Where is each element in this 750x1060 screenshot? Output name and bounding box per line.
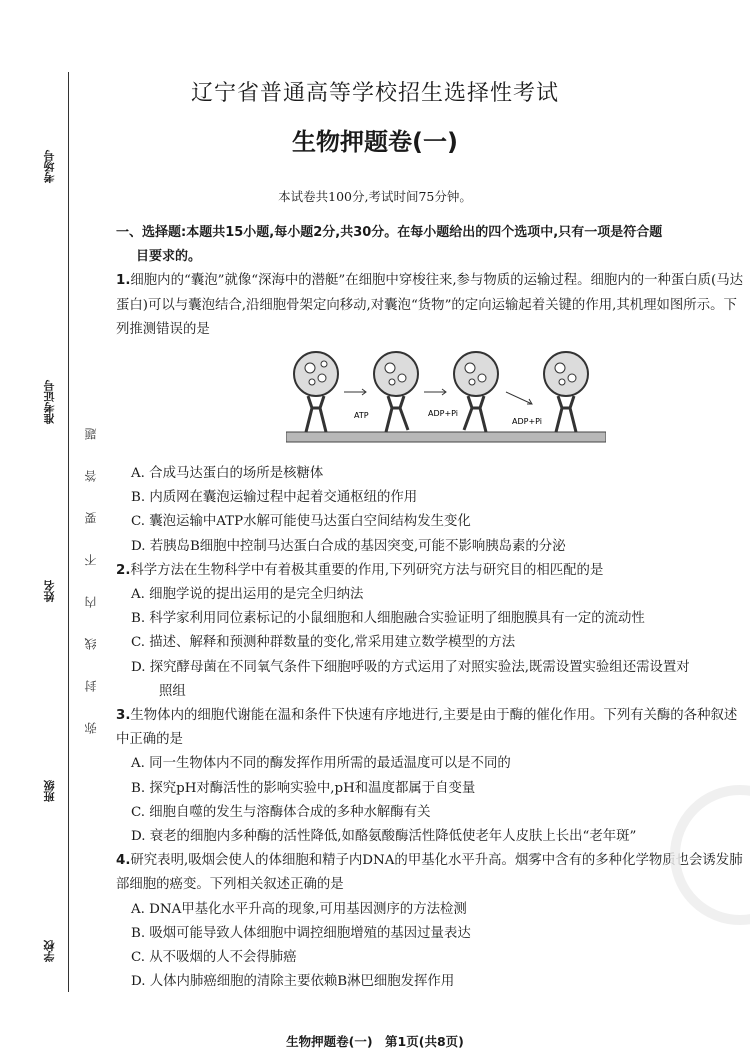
name-field: 姓名: [43, 580, 56, 602]
option-d: D. 探究酵母菌在不同氧气条件下细胞呼吸的方式运用了对照实验法,既需设置实验组还需设置对 照组: [131, 659, 690, 699]
ticket-number-field: 准考证号: [43, 380, 56, 424]
option-b: B. 科学家利用同位素标记的小鼠细胞和人细胞融合实验证明了细胞膜具有一定的流动性: [131, 611, 645, 627]
option-a: A. 合成马达蛋白的场所是核糖体: [131, 466, 324, 482]
option-b: B. 探究pH对酶活性的影响实验中,pH和温度都属于自变量: [131, 780, 476, 796]
question-number: 3.: [116, 708, 131, 724]
option-d: D. 人体内肺癌细胞的清除主要依赖B淋巴细胞发挥作用: [131, 974, 455, 990]
question-1: [116, 269, 750, 558]
question-2: [116, 559, 750, 704]
vesicle-transport-diagram: [286, 344, 606, 460]
option-a: A. 细胞学说的提出运用的是完全归纳法: [131, 587, 364, 603]
question-stem: 研究表明,吸烟会使人的体细胞和精子内DNA的甲基化水平升高。烟雾中含有的多种化学物质也会诱发肺部细胞的癌变。下列相关叙述正确的是: [116, 853, 743, 893]
question-4: [116, 849, 750, 994]
option-c: C. 从不吸烟的人不会得肺癌: [131, 950, 297, 966]
class-field: 班级: [43, 780, 56, 802]
option-c: C. 囊泡运输中ATP水解可能使马达蛋白空间结构发生变化: [131, 514, 471, 530]
option-a: A. 同一生物体内不同的酶发挥作用所需的最适温度可以是不同的: [131, 756, 511, 772]
option-a: A. DNA甲基化水平升高的现象,可用基因测序的方法检测: [131, 901, 467, 917]
seal-notice: 弥封线内不要答题: [84, 398, 98, 734]
question-stem: 细胞内的“囊泡”就像“深海中的潜艇”在细胞中穿梭往来,参与物质的运输过程。细胞内的一种蛋白质(马达蛋白)可以与囊泡结合,沿细胞骨架定向移动,对囊泡“货物”的定向运输起着关键的作用,其机理如图所示。下列推测错误的是: [116, 273, 744, 337]
option-c: C. 描述、解释和预测种群数量的变化,常采用建立数学模型的方法: [131, 635, 516, 651]
exam-title: 辽宁省普通高等学校招生选择性考试: [190, 81, 559, 106]
exam-note: 本试卷共100分,考试时间75分钟。: [278, 189, 472, 204]
adp-label-1: ADP+Pi: [428, 409, 459, 419]
option-b: B. 内质网在囊泡运输过程中起着交通枢纽的作用: [131, 490, 418, 506]
paper-title: 生物押题卷(一): [292, 128, 458, 156]
option-d: D. 若胰岛B细胞中控制马达蛋白合成的基因突变,可能不影响胰岛素的分泌: [131, 538, 566, 554]
question-number: 2.: [116, 562, 131, 578]
page-footer: 生物押题卷(一) 第1页(共8页): [286, 1034, 464, 1049]
atp-label: ATP: [354, 411, 369, 421]
question-stem: 科学方法在生物科学中有着极其重要的作用,下列研究方法与研究目的相匹配的是: [130, 562, 604, 578]
exam-room-field: 考场号: [43, 150, 56, 183]
adp-label-2: ADP+Pi: [512, 417, 543, 427]
motor-protein-figure: [116, 342, 750, 462]
option-c: C. 细胞自噬的发生与溶酶体合成的多种水解酶有关: [131, 804, 431, 820]
question-number: 1.: [116, 273, 131, 289]
question-content: [116, 221, 750, 994]
school-field: 学校: [43, 940, 56, 962]
option-b: B. 吸烟可能导致人体细胞中调控细胞增殖的基因过量表达: [131, 925, 471, 941]
question-number: 4.: [116, 853, 131, 869]
question-stem: 生物体内的细胞代谢能在温和条件下快速有序地进行,主要是由于酶的催化作用。下列有关酶的各种叙述中正确的是: [116, 708, 738, 748]
section-heading: 一、选择题:本题共15小题,每小题2分,共30分。在每小题给出的四个选项中,只有一项是符合题 目要求的。: [116, 225, 663, 265]
binding-line: [68, 72, 69, 992]
question-3: [116, 704, 750, 849]
option-d: D. 衰老的细胞内多种酶的活性降低,如酪氨酸酶活性降低使老年人皮肤上长出“老年斑”: [131, 829, 637, 845]
